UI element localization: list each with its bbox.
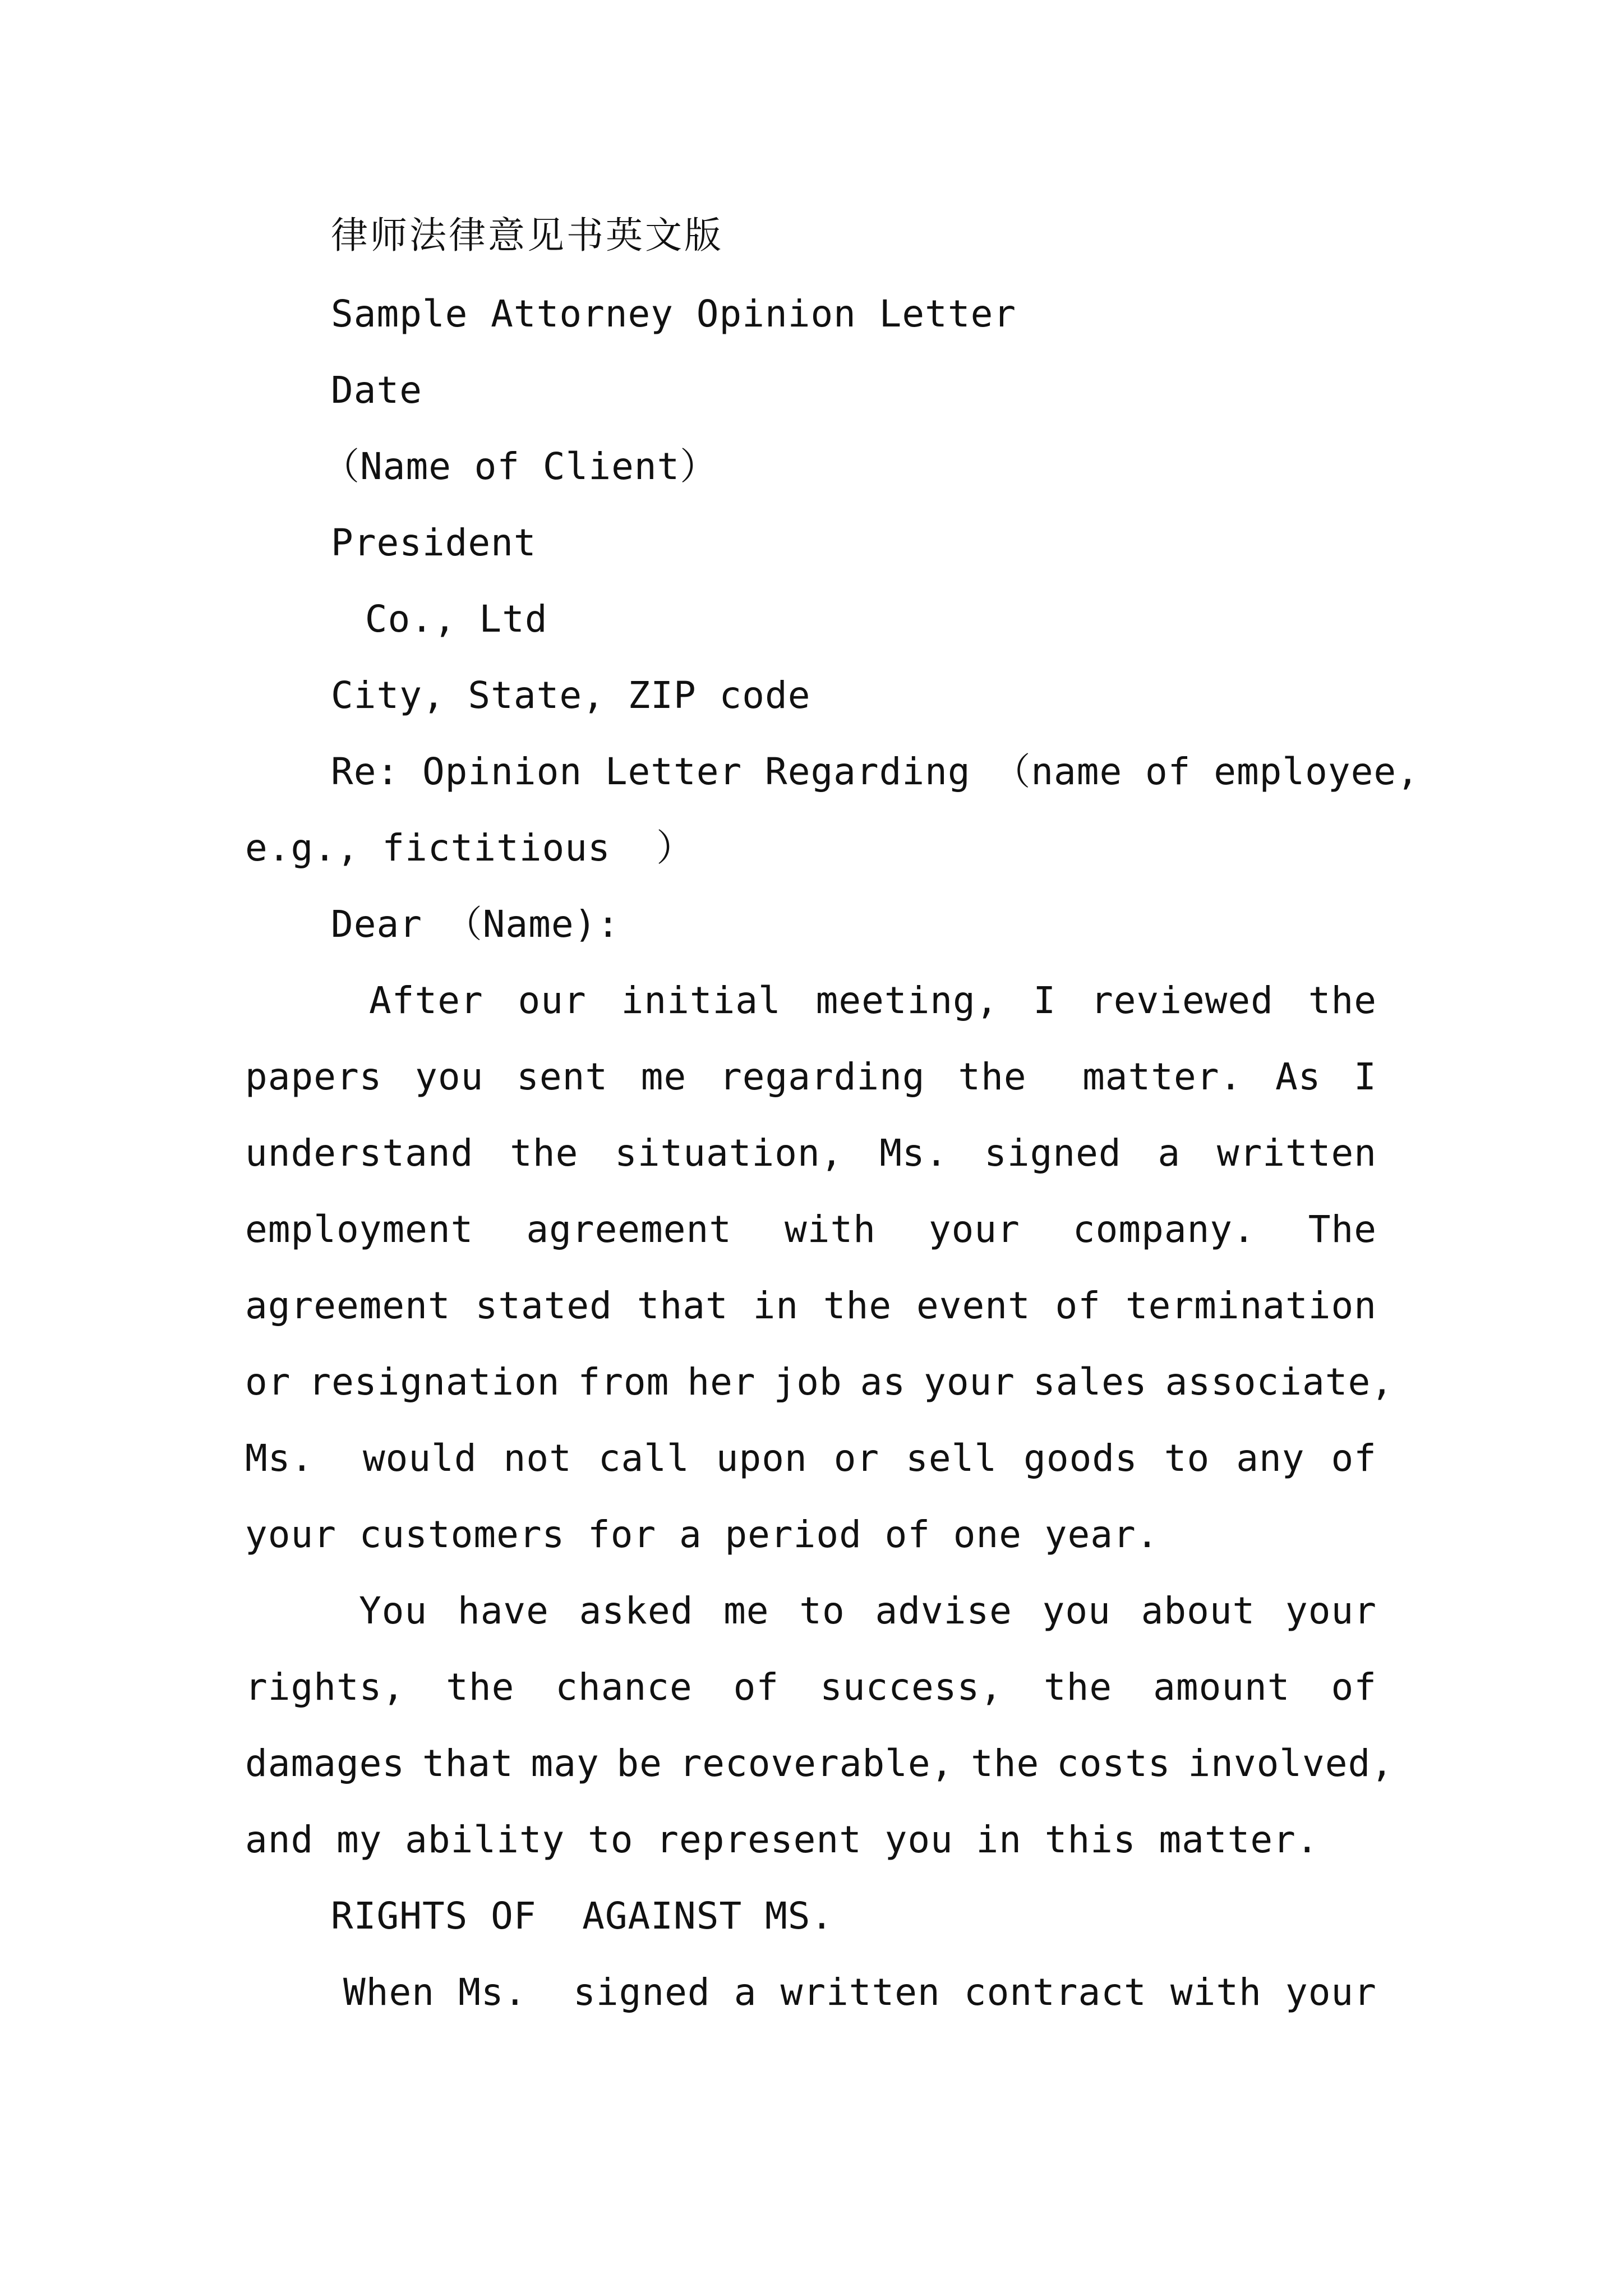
word: recoverable,: [679, 1742, 954, 1785]
word: regarding: [720, 1055, 925, 1098]
word: meeting,: [815, 979, 999, 1022]
word: as: [860, 1360, 906, 1404]
word: me: [640, 1055, 687, 1098]
paragraph-1-line-5: [245, 1283, 1377, 1328]
word: written: [780, 1971, 940, 2014]
word: a: [734, 1971, 757, 2014]
word: stated: [475, 1284, 612, 1327]
re-line-1: Re: Opinion Letter Regarding （name of employee,: [331, 750, 1419, 793]
word: me: [723, 1589, 769, 1632]
word: reviewed: [1091, 979, 1274, 1022]
word: goods: [1023, 1437, 1138, 1480]
word: rights,: [245, 1665, 405, 1709]
word: employment: [245, 1208, 474, 1251]
address-line: City, State, ZIP code: [331, 674, 811, 717]
word: with: [1170, 1971, 1262, 2014]
word: the: [510, 1131, 579, 1175]
word: your: [1285, 1971, 1377, 2014]
word: you: [1042, 1589, 1111, 1632]
word: about: [1141, 1589, 1256, 1632]
paragraph-2-line-1: [359, 1589, 1377, 1634]
paragraph-1-line-4: [245, 1207, 1377, 1252]
date-line: Date: [331, 369, 422, 412]
word: event: [916, 1284, 1031, 1327]
word: Ms.: [879, 1131, 948, 1175]
word: initial: [621, 979, 781, 1022]
paragraph-1-line-6: [245, 1360, 1394, 1405]
word: to: [799, 1589, 845, 1632]
word: the: [1043, 1665, 1113, 1709]
word: sent: [517, 1055, 608, 1098]
word: The: [1308, 1208, 1377, 1251]
word: matter.: [1059, 1055, 1243, 1098]
letter-heading: Sample Attorney Opinion Letter: [331, 292, 1017, 335]
paragraph-1-line-8: your customers for a period of one year.: [245, 1513, 1159, 1556]
word: asked: [579, 1589, 694, 1632]
word: may: [531, 1742, 600, 1785]
paragraph-3-line-1: [343, 1970, 1377, 2015]
word: the: [823, 1284, 892, 1327]
client-name-line: （Name of Client）: [322, 445, 718, 488]
word: upon: [716, 1437, 808, 1480]
word: resignation: [308, 1360, 560, 1404]
word: the: [446, 1665, 515, 1709]
word: agreement: [245, 1284, 451, 1327]
word: any: [1236, 1437, 1305, 1480]
word: Ms.: [458, 1971, 527, 2014]
word: of: [1331, 1437, 1377, 1480]
word: a: [1158, 1131, 1181, 1175]
word: amount: [1153, 1665, 1290, 1709]
word: to: [1164, 1437, 1210, 1480]
word: advise: [875, 1589, 1012, 1632]
word: When: [343, 1971, 435, 2014]
word: company.: [1072, 1208, 1256, 1251]
word: the: [1308, 979, 1377, 1022]
word: in: [753, 1284, 799, 1327]
paragraph-1-line-7: [245, 1436, 1377, 1481]
word: success,: [820, 1665, 1003, 1709]
word: contract: [963, 1971, 1147, 2014]
salutation: Dear （Name):: [331, 903, 620, 946]
word: or: [833, 1437, 880, 1480]
word: agreement: [526, 1208, 732, 1251]
word: have: [457, 1589, 549, 1632]
word: our: [518, 979, 587, 1022]
word: not: [503, 1437, 572, 1480]
word: You: [359, 1589, 428, 1632]
word: your: [924, 1360, 1016, 1404]
word: her: [687, 1360, 756, 1404]
word: sales: [1032, 1360, 1147, 1404]
word: associate,: [1165, 1360, 1394, 1404]
word: Ms.: [245, 1437, 314, 1480]
paragraph-1-line-3: [245, 1131, 1377, 1176]
position-line: President: [331, 521, 537, 564]
word: sell: [906, 1437, 998, 1480]
paragraph-2-line-2: [245, 1665, 1377, 1710]
word: would: [340, 1437, 477, 1480]
word: job: [773, 1360, 842, 1404]
word: of: [733, 1665, 780, 1709]
word: with: [784, 1208, 876, 1251]
re-line-2: e.g., fictitious ）: [245, 826, 694, 869]
chinese-title: 律师法律意见书英文版: [331, 214, 723, 257]
section-heading: RIGHTS OF AGAINST MS.: [331, 1894, 834, 1938]
word: I: [1033, 979, 1057, 1022]
word: call: [598, 1437, 690, 1480]
word: signed: [984, 1131, 1122, 1175]
word: or: [245, 1360, 291, 1404]
word: your: [1285, 1589, 1377, 1632]
word: damages: [245, 1742, 405, 1785]
word: of: [1055, 1284, 1101, 1327]
word: the: [958, 1055, 1027, 1098]
paragraph-1-line-2: [245, 1055, 1377, 1099]
word: chance: [555, 1665, 693, 1709]
word: papers: [245, 1055, 382, 1098]
word: After: [369, 979, 483, 1022]
word: you: [415, 1055, 484, 1098]
word: that: [422, 1742, 514, 1785]
word: costs: [1056, 1742, 1171, 1785]
word: As: [1275, 1055, 1321, 1098]
word: signed: [550, 1971, 711, 2014]
word: involved,: [1188, 1742, 1394, 1785]
paragraph-2-line-3: [245, 1741, 1394, 1786]
word: understand: [245, 1131, 474, 1175]
word: of: [1331, 1665, 1377, 1709]
company-line: Co., Ltd: [342, 597, 548, 641]
word: from: [578, 1360, 670, 1404]
word: I: [1354, 1055, 1377, 1098]
word: written: [1216, 1131, 1377, 1175]
word: termination: [1125, 1284, 1377, 1327]
word: that: [637, 1284, 728, 1327]
paragraph-1-line-1: [369, 978, 1377, 1023]
word: the: [971, 1742, 1040, 1785]
word: your: [928, 1208, 1020, 1251]
word: be: [616, 1742, 662, 1785]
word: situation,: [615, 1131, 843, 1175]
paragraph-2-line-4: and my ability to represent you in this matter.: [245, 1818, 1319, 1861]
